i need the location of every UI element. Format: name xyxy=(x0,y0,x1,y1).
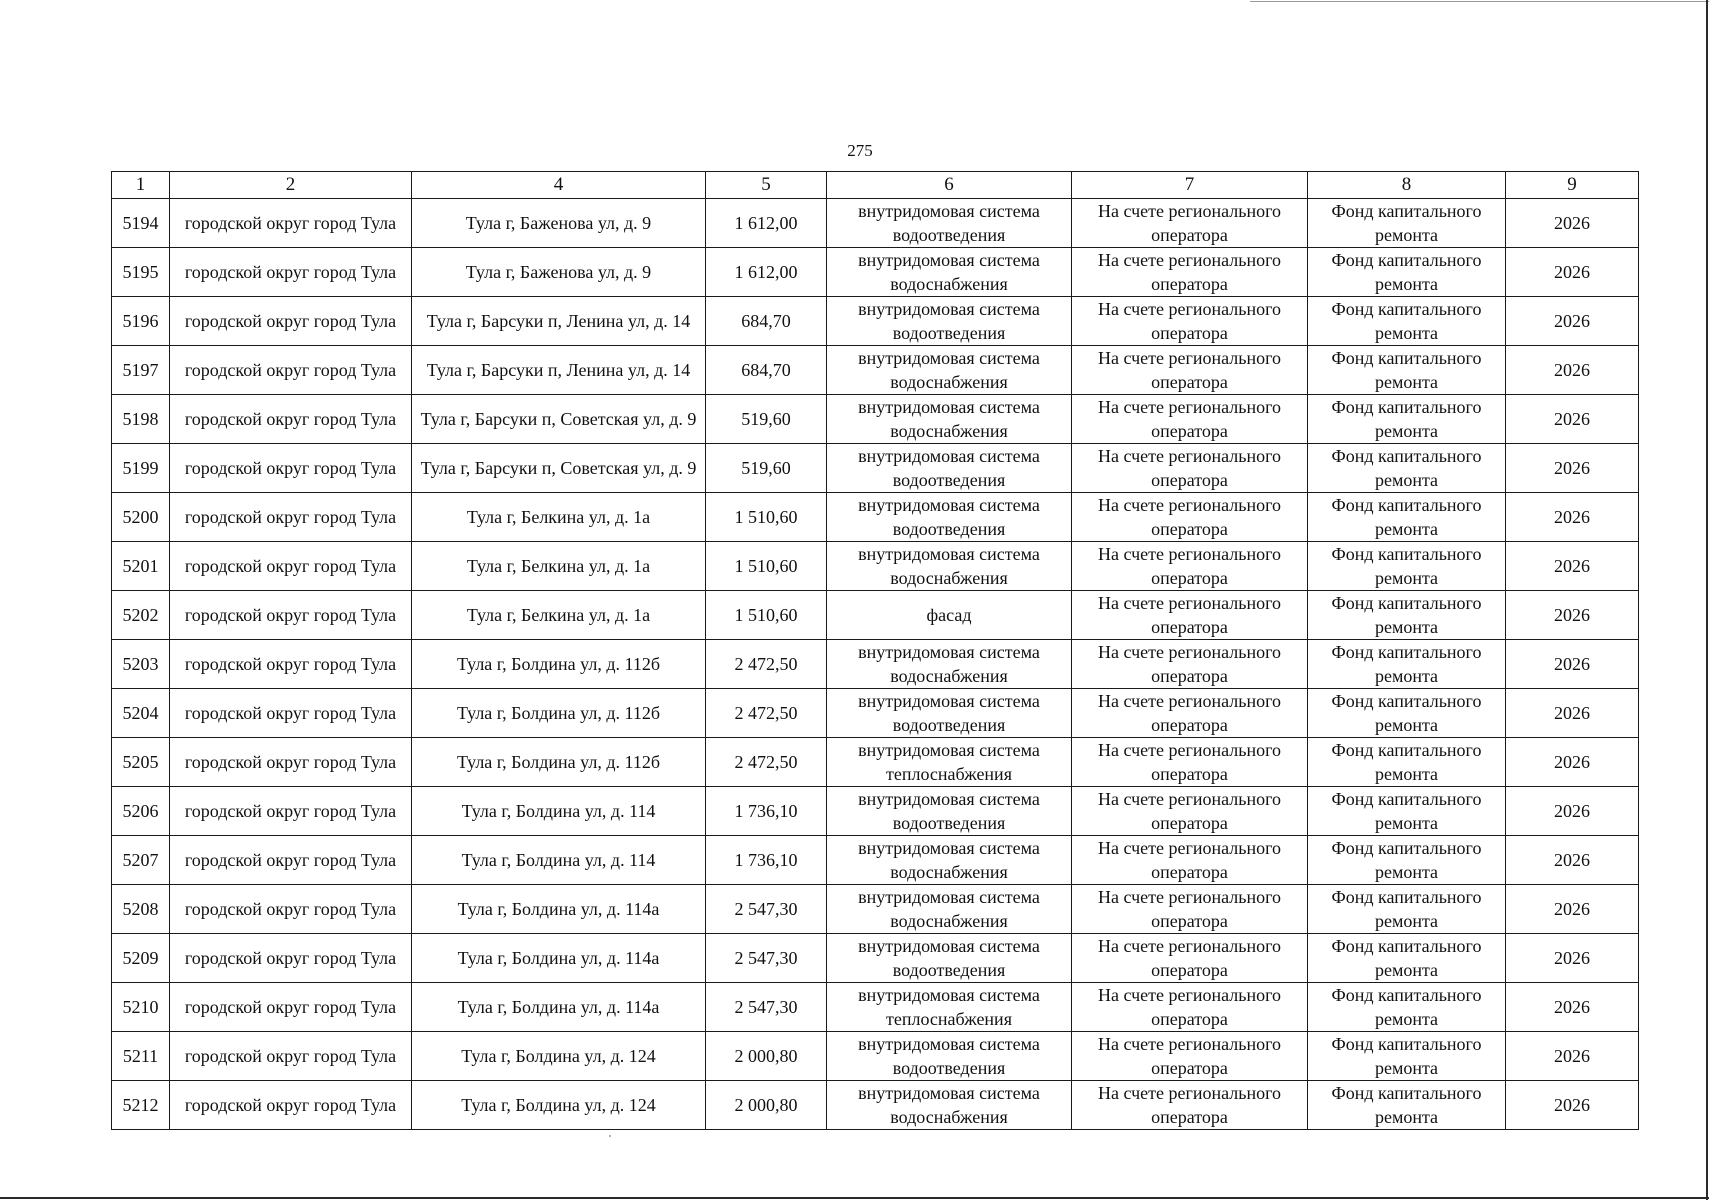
table-row xyxy=(112,836,1639,885)
row-number-cell: 5198 xyxy=(112,395,170,444)
year-cell: 2026 xyxy=(1506,297,1639,346)
header-cell: 5 xyxy=(706,172,827,199)
area-cell: 2 472,50 xyxy=(706,640,827,689)
header-cell: 6 xyxy=(827,172,1072,199)
table-row xyxy=(112,591,1639,640)
row-number-cell: 5197 xyxy=(112,346,170,395)
table-row xyxy=(112,689,1639,738)
work-type-cell: внутридомовая система водоснабжения xyxy=(827,346,1072,395)
work-type-cell: фасад xyxy=(827,591,1072,640)
funding-cell: Фонд капитального ремонта xyxy=(1308,346,1506,395)
scan-edge-top xyxy=(1250,1,1709,2)
municipality-cell: городской округ город Тула xyxy=(170,738,412,787)
work-type-cell: внутридомовая система водоснабжения xyxy=(827,1081,1072,1130)
area-cell: 2 547,30 xyxy=(706,934,827,983)
address-cell: Тула г, Баженова ул, д. 9 xyxy=(412,248,706,297)
municipality-cell: городской округ город Тула xyxy=(170,248,412,297)
area-cell: 1 510,60 xyxy=(706,591,827,640)
municipality-cell: городской округ город Тула xyxy=(170,885,412,934)
account-cell: На счете регионального оператора xyxy=(1072,395,1308,444)
address-cell: Тула г, Болдина ул, д. 114 xyxy=(412,836,706,885)
year-cell: 2026 xyxy=(1506,444,1639,493)
year-cell: 2026 xyxy=(1506,1081,1639,1130)
table-row xyxy=(112,1032,1639,1081)
funding-cell: Фонд капитального ремонта xyxy=(1308,297,1506,346)
address-cell: Тула г, Болдина ул, д. 112б xyxy=(412,640,706,689)
account-cell: На счете регионального оператора xyxy=(1072,248,1308,297)
area-cell: 2 472,50 xyxy=(706,738,827,787)
funding-cell: Фонд капитального ремонта xyxy=(1308,591,1506,640)
account-cell: На счете регионального оператора xyxy=(1072,199,1308,248)
row-number-cell: 5195 xyxy=(112,248,170,297)
work-type-cell: внутридомовая система водоотведения xyxy=(827,934,1072,983)
municipality-cell: городской округ город Тула xyxy=(170,297,412,346)
municipality-cell: городской округ город Тула xyxy=(170,542,412,591)
row-number-cell: 5201 xyxy=(112,542,170,591)
table-header-row xyxy=(112,172,1639,199)
table-row xyxy=(112,346,1639,395)
municipality-cell: городской округ город Тула xyxy=(170,444,412,493)
account-cell: На счете регионального оператора xyxy=(1072,885,1308,934)
funding-cell: Фонд капитального ремонта xyxy=(1308,689,1506,738)
header-cell: 8 xyxy=(1308,172,1506,199)
year-cell: 2026 xyxy=(1506,738,1639,787)
address-cell: Тула г, Барсуки п, Советская ул, д. 9 xyxy=(412,444,706,493)
work-type-cell: внутридомовая система водоотведения xyxy=(827,689,1072,738)
year-cell: 2026 xyxy=(1506,542,1639,591)
year-cell: 2026 xyxy=(1506,787,1639,836)
address-cell: Тула г, Болдина ул, д. 112б xyxy=(412,689,706,738)
address-cell: Тула г, Белкина ул, д. 1а xyxy=(412,542,706,591)
area-cell: 2 547,30 xyxy=(706,983,827,1032)
work-type-cell: внутридомовая система водоотведения xyxy=(827,199,1072,248)
row-number-cell: 5208 xyxy=(112,885,170,934)
account-cell: На счете регионального оператора xyxy=(1072,493,1308,542)
account-cell: На счете регионального оператора xyxy=(1072,836,1308,885)
row-number-cell: 5206 xyxy=(112,787,170,836)
table-row xyxy=(112,738,1639,787)
scan-speck xyxy=(609,1135,611,1137)
page-number: 275 xyxy=(847,141,873,160)
account-cell: На счете регионального оператора xyxy=(1072,689,1308,738)
municipality-cell: городской округ город Тула xyxy=(170,689,412,738)
year-cell: 2026 xyxy=(1506,885,1639,934)
funding-cell: Фонд капитального ремонта xyxy=(1308,787,1506,836)
area-cell: 684,70 xyxy=(706,297,827,346)
municipality-cell: городской округ город Тула xyxy=(170,1081,412,1130)
area-cell: 1 612,00 xyxy=(706,248,827,297)
year-cell: 2026 xyxy=(1506,836,1639,885)
funding-cell: Фонд капитального ремонта xyxy=(1308,640,1506,689)
work-type-cell: внутридомовая система водоотведения xyxy=(827,444,1072,493)
area-cell: 2 000,80 xyxy=(706,1081,827,1130)
municipality-cell: городской округ город Тула xyxy=(170,934,412,983)
header-cell: 2 xyxy=(170,172,412,199)
municipality-cell: городской округ город Тула xyxy=(170,346,412,395)
address-cell: Тула г, Болдина ул, д. 124 xyxy=(412,1032,706,1081)
area-cell: 1 510,60 xyxy=(706,542,827,591)
year-cell: 2026 xyxy=(1506,395,1639,444)
table-row xyxy=(112,885,1639,934)
address-cell: Тула г, Барсуки п, Ленина ул, д. 14 xyxy=(412,297,706,346)
row-number-cell: 5204 xyxy=(112,689,170,738)
funding-cell: Фонд капитального ремонта xyxy=(1308,738,1506,787)
work-type-cell: внутридомовая система водоотведения xyxy=(827,493,1072,542)
work-type-cell: внутридомовая система теплоснабжения xyxy=(827,738,1072,787)
address-cell: Тула г, Барсуки п, Советская ул, д. 9 xyxy=(412,395,706,444)
address-cell: Тула г, Болдина ул, д. 114а xyxy=(412,885,706,934)
funding-cell: Фонд капитального ремонта xyxy=(1308,983,1506,1032)
address-cell: Тула г, Болдина ул, д. 114 xyxy=(412,787,706,836)
work-type-cell: внутридомовая система водоотведения xyxy=(827,297,1072,346)
row-number-cell: 5209 xyxy=(112,934,170,983)
row-number-cell: 5210 xyxy=(112,983,170,1032)
municipality-cell: городской округ город Тула xyxy=(170,493,412,542)
year-cell: 2026 xyxy=(1506,493,1639,542)
funding-cell: Фонд капитального ремонта xyxy=(1308,444,1506,493)
row-number-cell: 5211 xyxy=(112,1032,170,1081)
year-cell: 2026 xyxy=(1506,346,1639,395)
row-number-cell: 5212 xyxy=(112,1081,170,1130)
row-number-cell: 5200 xyxy=(112,493,170,542)
year-cell: 2026 xyxy=(1506,640,1639,689)
municipality-cell: городской округ город Тула xyxy=(170,787,412,836)
address-cell: Тула г, Болдина ул, д. 114а xyxy=(412,934,706,983)
address-cell: Тула г, Болдина ул, д. 124 xyxy=(412,1081,706,1130)
area-cell: 1 736,10 xyxy=(706,787,827,836)
funding-cell: Фонд капитального ремонта xyxy=(1308,934,1506,983)
table-row xyxy=(112,248,1639,297)
table-row xyxy=(112,640,1639,689)
table-row xyxy=(112,493,1639,542)
table-row xyxy=(112,297,1639,346)
municipality-cell: городской округ город Тула xyxy=(170,199,412,248)
address-cell: Тула г, Белкина ул, д. 1а xyxy=(412,591,706,640)
year-cell: 2026 xyxy=(1506,934,1639,983)
row-number-cell: 5207 xyxy=(112,836,170,885)
year-cell: 2026 xyxy=(1506,591,1639,640)
table-row xyxy=(112,1081,1639,1130)
area-cell: 1 736,10 xyxy=(706,836,827,885)
funding-cell: Фонд капитального ремонта xyxy=(1308,493,1506,542)
account-cell: На счете регионального оператора xyxy=(1072,738,1308,787)
table-row xyxy=(112,542,1639,591)
area-cell: 2 472,50 xyxy=(706,689,827,738)
work-type-cell: внутридомовая система водоснабжения xyxy=(827,885,1072,934)
account-cell: На счете регионального оператора xyxy=(1072,591,1308,640)
work-type-cell: внутридомовая система теплоснабжения xyxy=(827,983,1072,1032)
year-cell: 2026 xyxy=(1506,248,1639,297)
table-row xyxy=(112,395,1639,444)
scan-edge-bottom xyxy=(0,1197,1709,1199)
municipality-cell: городской округ город Тула xyxy=(170,836,412,885)
year-cell: 2026 xyxy=(1506,1032,1639,1081)
year-cell: 2026 xyxy=(1506,199,1639,248)
funding-cell: Фонд капитального ремонта xyxy=(1308,885,1506,934)
table-row xyxy=(112,983,1639,1032)
row-number-cell: 5199 xyxy=(112,444,170,493)
account-cell: На счете регионального оператора xyxy=(1072,983,1308,1032)
funding-cell: Фонд капитального ремонта xyxy=(1308,248,1506,297)
address-cell: Тула г, Белкина ул, д. 1а xyxy=(412,493,706,542)
work-type-cell: внутридомовая система водоотведения xyxy=(827,787,1072,836)
account-cell: На счете регионального оператора xyxy=(1072,1032,1308,1081)
area-cell: 519,60 xyxy=(706,444,827,493)
area-cell: 1 612,00 xyxy=(706,199,827,248)
table-row xyxy=(112,199,1639,248)
work-type-cell: внутридомовая система водоснабжения xyxy=(827,248,1072,297)
work-type-cell: внутридомовая система водоснабжения xyxy=(827,836,1072,885)
funding-cell: Фонд капитального ремонта xyxy=(1308,395,1506,444)
account-cell: На счете регионального оператора xyxy=(1072,640,1308,689)
work-type-cell: внутридомовая система водоснабжения xyxy=(827,542,1072,591)
account-cell: На счете регионального оператора xyxy=(1072,934,1308,983)
area-cell: 2 547,30 xyxy=(706,885,827,934)
row-number-cell: 5196 xyxy=(112,297,170,346)
address-cell: Тула г, Болдина ул, д. 112б xyxy=(412,738,706,787)
account-cell: На счете регионального оператора xyxy=(1072,346,1308,395)
municipality-cell: городской округ город Тула xyxy=(170,640,412,689)
funding-cell: Фонд капитального ремонта xyxy=(1308,1081,1506,1130)
table-row xyxy=(112,444,1639,493)
area-cell: 2 000,80 xyxy=(706,1032,827,1081)
header-cell: 9 xyxy=(1506,172,1639,199)
area-cell: 1 510,60 xyxy=(706,493,827,542)
row-number-cell: 5205 xyxy=(112,738,170,787)
funding-cell: Фонд капитального ремонта xyxy=(1308,836,1506,885)
row-number-cell: 5203 xyxy=(112,640,170,689)
header-cell: 1 xyxy=(112,172,170,199)
year-cell: 2026 xyxy=(1506,689,1639,738)
funding-cell: Фонд капитального ремонта xyxy=(1308,542,1506,591)
address-cell: Тула г, Болдина ул, д. 114а xyxy=(412,983,706,1032)
municipality-cell: городской округ город Тула xyxy=(170,591,412,640)
work-type-cell: внутридомовая система водоотведения xyxy=(827,1032,1072,1081)
scan-edge-right xyxy=(1706,0,1708,1200)
register-table xyxy=(111,171,1639,1130)
table-body xyxy=(112,172,1639,1130)
account-cell: На счете регионального оператора xyxy=(1072,787,1308,836)
header-cell: 7 xyxy=(1072,172,1308,199)
account-cell: На счете регионального оператора xyxy=(1072,542,1308,591)
table-row xyxy=(112,934,1639,983)
row-number-cell: 5194 xyxy=(112,199,170,248)
year-cell: 2026 xyxy=(1506,983,1639,1032)
funding-cell: Фонд капитального ремонта xyxy=(1308,1032,1506,1081)
account-cell: На счете регионального оператора xyxy=(1072,444,1308,493)
table-row xyxy=(112,787,1639,836)
work-type-cell: внутридомовая система водоснабжения xyxy=(827,395,1072,444)
account-cell: На счете регионального оператора xyxy=(1072,297,1308,346)
funding-cell: Фонд капитального ремонта xyxy=(1308,199,1506,248)
municipality-cell: городской округ город Тула xyxy=(170,395,412,444)
address-cell: Тула г, Барсуки п, Ленина ул, д. 14 xyxy=(412,346,706,395)
area-cell: 684,70 xyxy=(706,346,827,395)
municipality-cell: городской округ город Тула xyxy=(170,983,412,1032)
area-cell: 519,60 xyxy=(706,395,827,444)
account-cell: На счете регионального оператора xyxy=(1072,1081,1308,1130)
address-cell: Тула г, Баженова ул, д. 9 xyxy=(412,199,706,248)
work-type-cell: внутридомовая система водоснабжения xyxy=(827,640,1072,689)
header-cell: 4 xyxy=(412,172,706,199)
municipality-cell: городской округ город Тула xyxy=(170,1032,412,1081)
row-number-cell: 5202 xyxy=(112,591,170,640)
